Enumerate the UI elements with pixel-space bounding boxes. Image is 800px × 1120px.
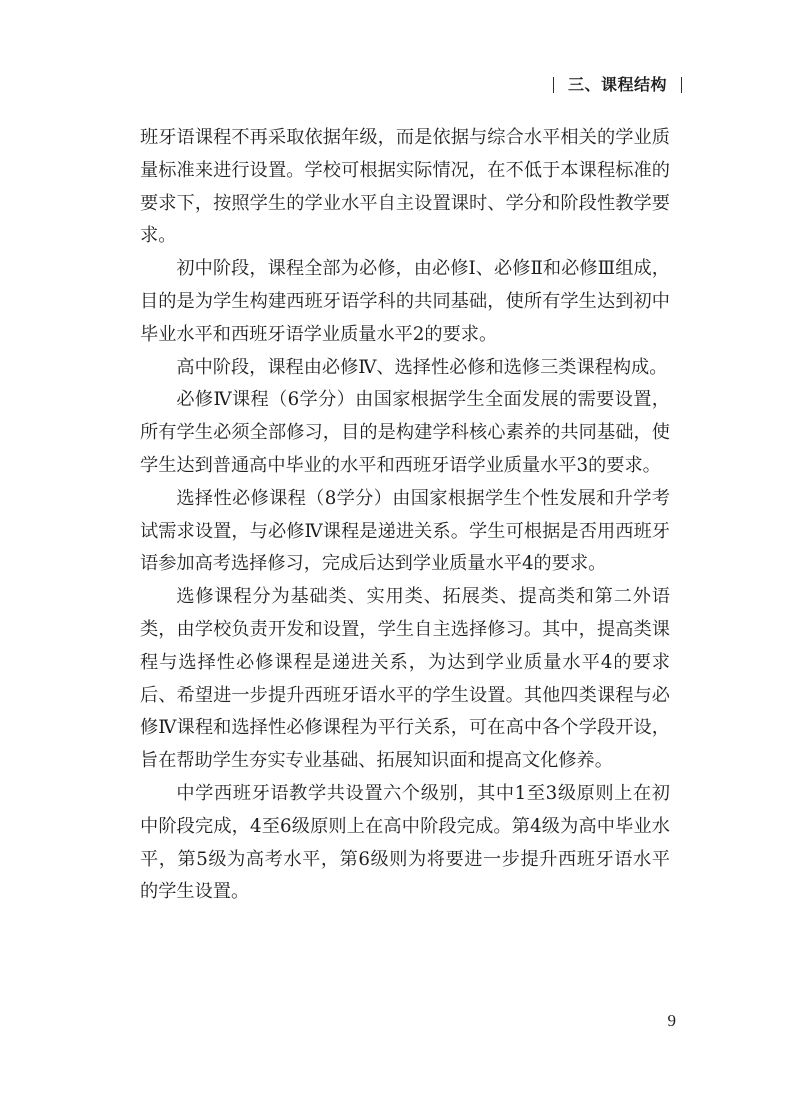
paragraph-junior-stage: 初中阶段，课程全部为必修，由必修Ⅰ、必修Ⅱ和必修Ⅲ组成，目的是为学生构建西班牙语学科的共同基础，使所有学生达到初中毕业水平和西班牙语学业质量水平2的要求。	[140, 258, 670, 345]
body-text	[140, 122, 670, 909]
header-divider-left	[553, 77, 554, 93]
running-header	[553, 74, 682, 96]
paragraph-elective-courses: 选修课程分为基础类、实用类、拓展类、提高类和第二外语类，由学校负责开发和设置，学生自主选择修习。其中，提高类课程与选择性必修课程是递进关系，为达到学业质量水平4的要求后、希望进一步提升西班牙语水平的学生设置。其他四类课程与必修Ⅳ课程和选择性必修课程为平行关系，可在高中各个学段开设，旨在帮助学生夯实专业基础、拓展知识面和提高文化修养。	[140, 586, 670, 772]
paragraph-levels: 中学西班牙语教学共设置六个级别，其中1至3级原则上在初中阶段完成，4至6级原则上在高中阶段完成。第4级为高中毕业水平，第5级为高考水平，第6级则为将要进一步提升西班牙语水平的学生设置。	[140, 782, 670, 903]
header-divider-right	[681, 77, 682, 93]
page-number: 9	[667, 1011, 676, 1030]
section-title: 三、课程结构	[567, 75, 667, 94]
paragraph-continuation: 班牙语课程不再采取依据年级，而是依据与综合水平相关的学业质量标准来进行设置。学校可根据实际情况，在不低于本课程标准的要求下，按照学生的学业水平自主设置课时、学分和阶段性教学要求。	[140, 127, 670, 247]
paragraph-compulsory-iv: 必修Ⅳ课程（6学分）由国家根据学生全面发展的需要设置，所有学生必须全部修习，目的是构建学科核心素养的共同基础，使学生达到普通高中毕业的水平和西班牙语学业质量水平3的要求。	[140, 389, 670, 476]
paragraph-senior-stage: 高中阶段，课程由必修Ⅳ、选择性必修和选修三类课程构成。	[176, 356, 668, 378]
paragraph-selective-compulsory: 选择性必修课程（8学分）由国家根据学生个性发展和升学考试需求设置，与必修Ⅳ课程是递进关系。学生可根据是否用西班牙语参加高考选择修习，完成后达到学业质量水平4的要求。	[140, 487, 670, 575]
